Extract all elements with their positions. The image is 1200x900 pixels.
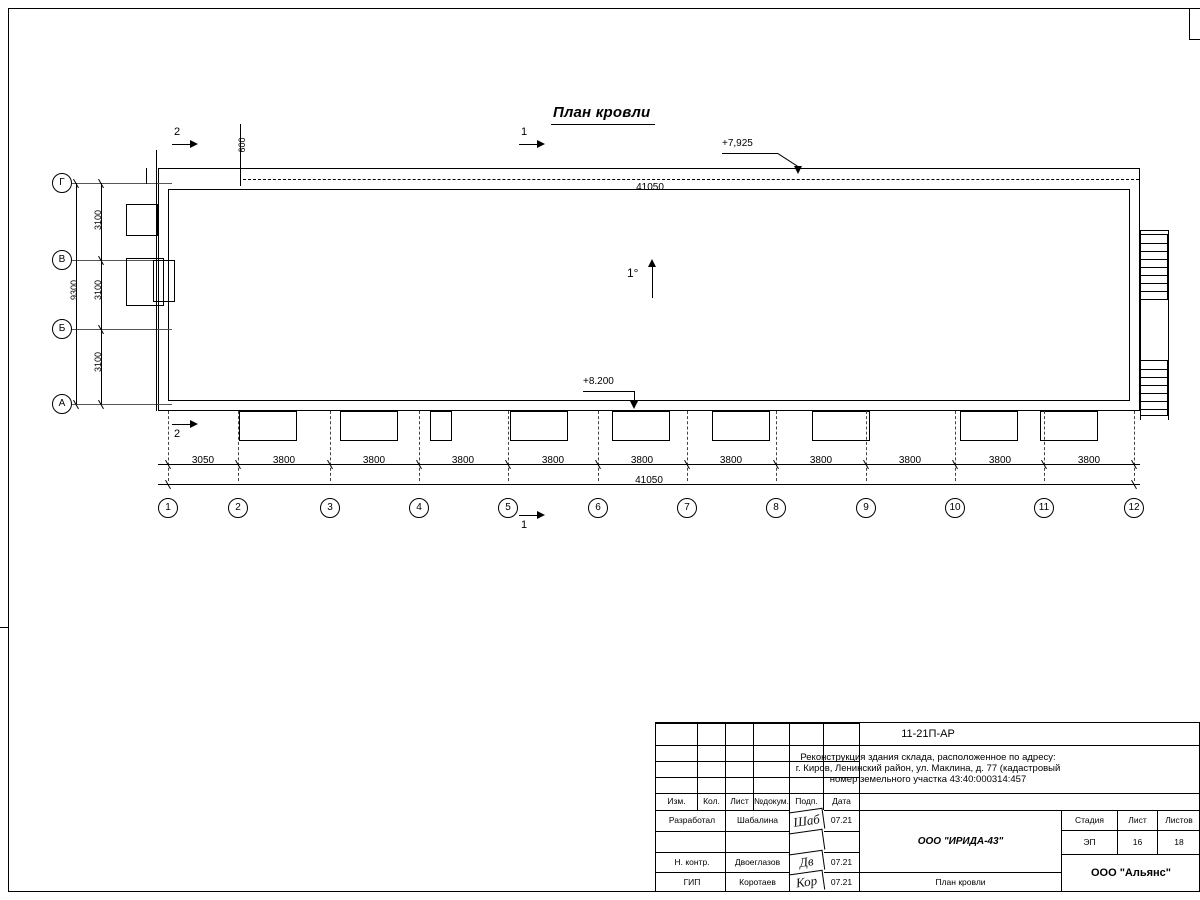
roof-inner-outline <box>168 189 1130 401</box>
axis-circle-3: 3 <box>320 498 340 518</box>
section-mark-2-top-arrow <box>190 140 198 148</box>
stamp-row-2-date <box>824 831 860 852</box>
stamp-code: 11-21П-АР <box>901 727 955 740</box>
section-mark-1-bottom: 1 <box>521 519 528 531</box>
axis-ext-G <box>72 183 172 184</box>
section-mark-1-bottom-arrow <box>537 511 545 519</box>
stamp-col-kol: Кол. <box>698 793 726 810</box>
stamp-grid-blank-e4 <box>790 777 824 793</box>
stamp-grid-blank-a3 <box>656 761 698 777</box>
bottom-dim-3050: 3050 <box>191 455 215 466</box>
stamp-row-3-role: Н. контр. <box>656 852 726 872</box>
stamp-organization: ООО "ИРИДА-43" <box>860 810 1062 872</box>
bottom-dim-3800-2: 3800 <box>362 455 386 466</box>
axis-circle-4: 4 <box>409 498 429 518</box>
stamp-grid-blank-b4 <box>698 777 726 793</box>
stamp-grid-blank-f2 <box>824 745 860 761</box>
bottom-dim-3800-9: 3800 <box>988 455 1012 466</box>
stamp-row-1-date: 07.21 <box>824 810 860 831</box>
eave-dim-line-2 <box>156 150 157 170</box>
grid-line-11 <box>1044 411 1045 481</box>
stamp-sheets-header: Листов <box>1158 810 1200 830</box>
stamp-row-1-role: Разработал <box>656 810 726 831</box>
stamp-row-3-date: 07.21 <box>824 852 860 872</box>
detail-line-v1 <box>146 168 147 184</box>
bottom-unit-2 <box>340 411 398 441</box>
grid-line-7 <box>687 411 688 481</box>
stamp-col-izm: Изм. <box>656 793 698 810</box>
grid-line-4 <box>419 411 420 481</box>
axis-circle-11: 11 <box>1034 498 1054 518</box>
bottom-unit-6 <box>712 411 770 441</box>
eave-dim-600: 600 <box>237 137 247 153</box>
grid-line-1 <box>168 411 169 481</box>
slope-label: 1° <box>627 266 639 280</box>
grid-line-2 <box>238 411 239 481</box>
stamp-row-3-signature: Дв <box>789 850 825 875</box>
elevation-label-8200: +8.200 <box>583 376 614 387</box>
stamp-row-3-name: Двоеглазов <box>726 852 790 872</box>
bottom-dim-3800-5: 3800 <box>630 455 654 466</box>
axis-circle-7: 7 <box>677 498 697 518</box>
stamp-grid-blank-d <box>754 723 790 745</box>
axis-circle-A: А <box>52 394 72 414</box>
grid-line-12 <box>1134 411 1135 481</box>
left-dim-3100-a: 3100 <box>93 209 103 231</box>
bottom-unit-8 <box>960 411 1018 441</box>
axis-circle-9: 9 <box>856 498 876 518</box>
section-mark-2-bottom-arrow <box>190 420 198 428</box>
axis-circle-V: В <box>52 250 72 270</box>
stamp-stage-header: Стадия <box>1062 810 1118 830</box>
elevation-label-7925: +7,925 <box>722 138 753 149</box>
elevation-8200-leader-h <box>583 391 635 392</box>
stamp-grid-blank-e2 <box>790 745 824 761</box>
bottom-unit-5 <box>612 411 670 441</box>
left-dim-total-9300: 9300 <box>69 279 79 301</box>
bottom-dim-3800-1: 3800 <box>272 455 296 466</box>
frame-left-tick <box>0 627 9 628</box>
stamp-row-2-role <box>656 831 726 852</box>
stamp-row-4-name: Коротаев <box>726 872 790 892</box>
stamp-sheet-value: 16 <box>1118 830 1158 854</box>
bottom-dim-3800-10: 3800 <box>1077 455 1101 466</box>
stamp-row-4-role: ГИП <box>656 872 726 892</box>
stamp-grid-blank-a <box>656 723 698 745</box>
ridge-dashed-line <box>243 179 1139 180</box>
roof-top-length-label: 41050 <box>636 182 664 193</box>
stair-detail-bottom <box>1140 360 1168 416</box>
stamp-row-4-date: 07.21 <box>824 872 860 892</box>
stamp-header-spacer <box>860 793 1200 810</box>
axis-ext-A <box>72 404 172 405</box>
stamp-sheet-header: Лист <box>1118 810 1158 830</box>
stamp-col-podp: Подп. <box>790 793 824 810</box>
right-detail-line-1 <box>1140 230 1141 420</box>
stamp-grid-blank-d2 <box>754 745 790 761</box>
stair-detail-top <box>1140 234 1168 300</box>
stamp-grid-blank-c3 <box>726 761 754 777</box>
plan-title: План кровли <box>553 104 651 121</box>
axis-circle-10: 10 <box>945 498 965 518</box>
stamp-grid-blank-b3 <box>698 761 726 777</box>
section-mark-1-top-arrow <box>537 140 545 148</box>
bottom-dim-3800-3: 3800 <box>451 455 475 466</box>
right-detail-line-3 <box>1140 230 1168 231</box>
stamp-description-line-2: г. Киров, Ленинский район, ул. Маклина, д. 77 (кадастровый <box>795 763 1061 775</box>
stamp-grid-blank-b2 <box>698 745 726 761</box>
axis-circle-6: 6 <box>588 498 608 518</box>
section-mark-2-top: 2 <box>174 126 181 138</box>
stamp-col-list: Лист <box>726 793 754 810</box>
axis-ext-B <box>72 329 172 330</box>
bottom-unit-7 <box>812 411 870 441</box>
title-block <box>655 722 1200 892</box>
bottom-unit-9 <box>1040 411 1098 441</box>
stamp-col-data: Дата <box>824 793 860 810</box>
stamp-sheet-title: План кровли <box>860 872 1062 892</box>
grid-line-9 <box>866 411 867 481</box>
stamp-grid-blank-d3 <box>754 761 790 777</box>
elevation-7925-arrow <box>794 166 802 174</box>
bottom-dim-3800-6: 3800 <box>719 455 743 466</box>
axis-circle-G: Г <box>52 173 72 193</box>
left-dim-3100-b: 3100 <box>93 279 103 301</box>
bottom-unit-1 <box>239 411 297 441</box>
section-mark-2-bottom: 2 <box>174 428 181 440</box>
stamp-grid-blank-a2 <box>656 745 698 761</box>
plan-title-underline <box>551 124 655 125</box>
frame-corner-line-2 <box>1189 39 1200 40</box>
right-detail-line-2 <box>1168 230 1169 420</box>
slope-arrow-head <box>648 259 656 267</box>
stamp-grid-blank-e3 <box>790 761 824 777</box>
bottom-dim-3800-4: 3800 <box>541 455 565 466</box>
axis-circle-8: 8 <box>766 498 786 518</box>
bottom-total-41050: 41050 <box>635 475 663 486</box>
stamp-row-4-signature: Кор <box>789 870 825 895</box>
stamp-row-1-name: Шабалина <box>726 810 790 831</box>
stamp-grid-blank-c4 <box>726 777 754 793</box>
bottom-unit-3 <box>430 411 452 441</box>
detail-line-v2 <box>156 168 157 411</box>
elevation-8200-arrow <box>630 401 638 409</box>
bottom-dim-3800-8: 3800 <box>898 455 922 466</box>
slope-arrow-shaft <box>652 265 653 298</box>
stamp-row-2-name <box>726 831 790 852</box>
stamp-description-line-1: Реконструкция здания склада, расположенное по адресу: <box>800 752 1056 764</box>
bottom-dim-3800-7: 3800 <box>809 455 833 466</box>
detail-box-1 <box>126 204 158 236</box>
frame-corner-line <box>1189 8 1190 40</box>
axis-circle-12: 12 <box>1124 498 1144 518</box>
stamp-contractor: ООО "Альянс" <box>1062 854 1200 892</box>
grid-line-3 <box>330 411 331 481</box>
stamp-sheets-value: 18 <box>1158 830 1200 854</box>
stamp-grid-blank-b <box>698 723 726 745</box>
axis-circle-B: Б <box>52 319 72 339</box>
axis-circle-2: 2 <box>228 498 248 518</box>
stamp-row-1-signature: Шаб <box>789 808 826 834</box>
grid-line-5 <box>508 411 509 481</box>
stamp-grid-blank-a4 <box>656 777 698 793</box>
stamp-stage-value: ЭП <box>1062 830 1118 854</box>
stamp-description-line-3: номер земельного участка 43:40:000314:457 <box>829 773 1027 785</box>
axis-circle-5: 5 <box>498 498 518 518</box>
stamp-grid-blank-c <box>726 723 754 745</box>
stamp-grid-blank-d4 <box>754 777 790 793</box>
section-mark-1-top: 1 <box>521 126 528 138</box>
elevation-7925-leader-h <box>722 153 778 154</box>
grid-line-6 <box>598 411 599 481</box>
stamp-grid-blank-f3 <box>824 761 860 777</box>
bottom-unit-4 <box>510 411 568 441</box>
grid-line-10 <box>955 411 956 481</box>
stamp-grid-blank-e <box>790 723 824 745</box>
left-dim-3100-c: 3100 <box>93 351 103 373</box>
stamp-grid-blank-f4 <box>824 777 860 793</box>
stamp-grid-blank-c2 <box>726 745 754 761</box>
axis-circle-1: 1 <box>158 498 178 518</box>
stamp-grid-blank-f <box>824 723 860 745</box>
stamp-col-ndokum: №докум. <box>754 793 790 810</box>
grid-line-8 <box>776 411 777 481</box>
